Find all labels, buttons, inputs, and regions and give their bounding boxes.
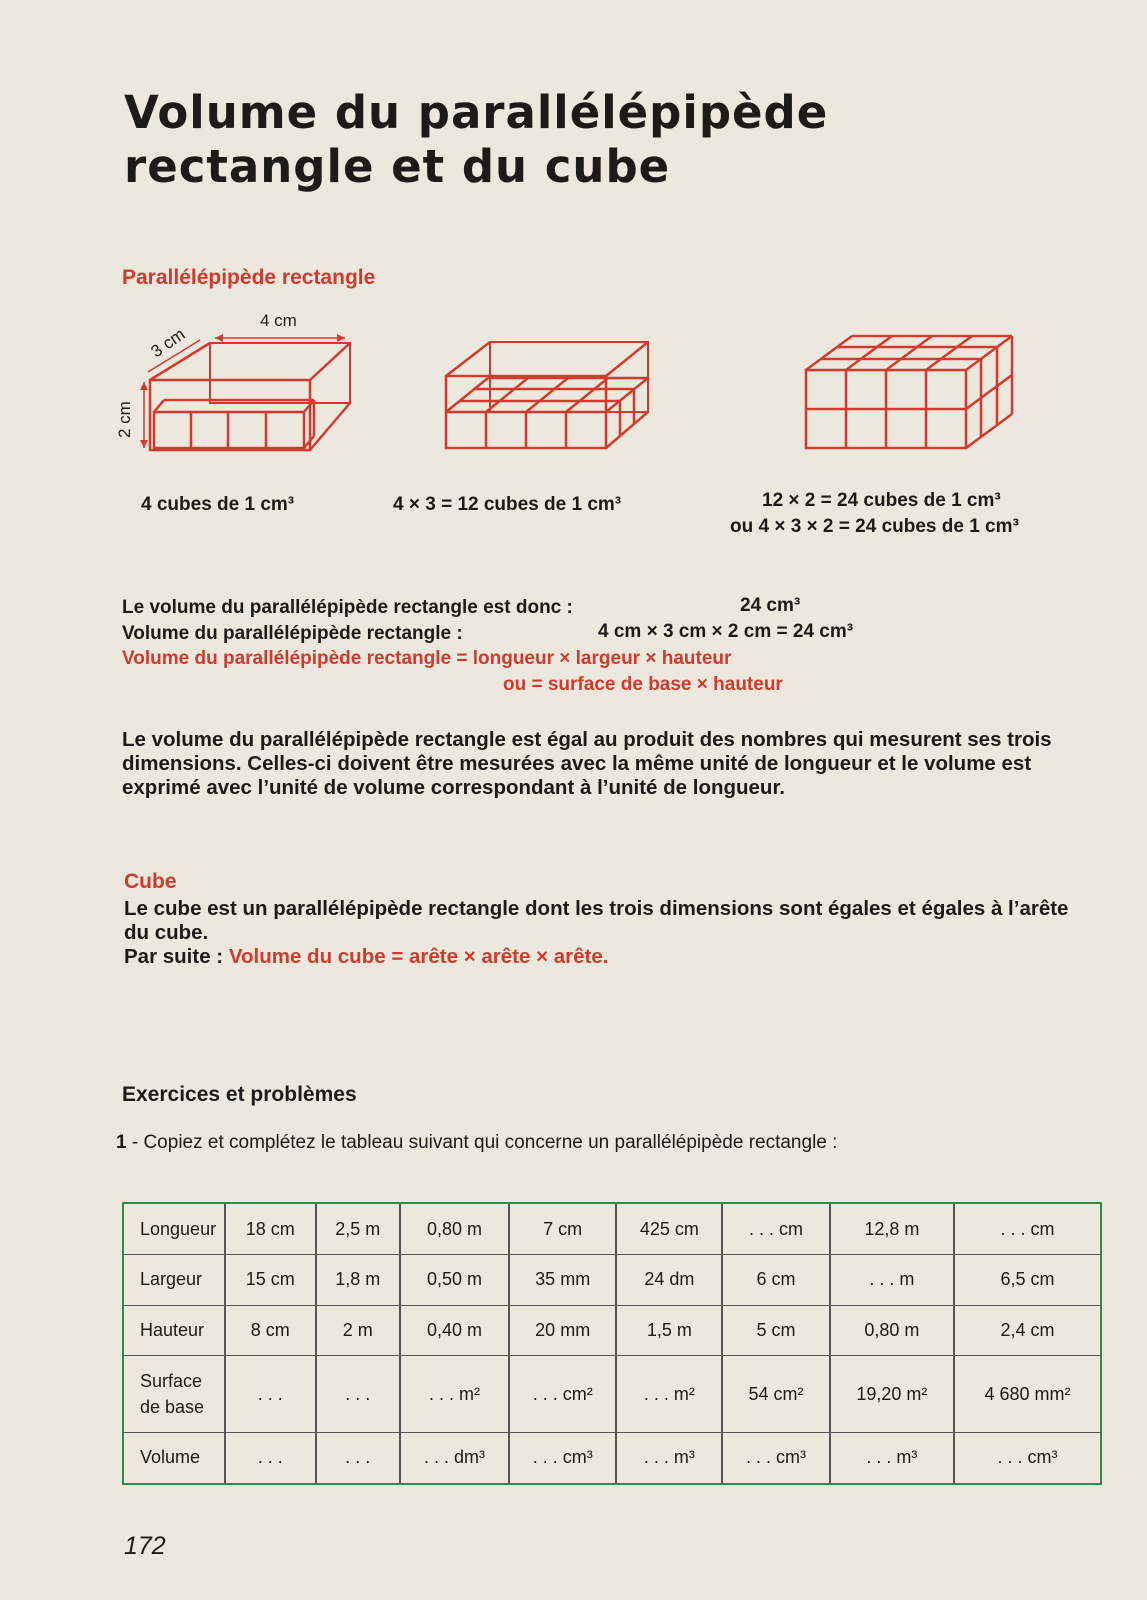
row-label: Hauteur [124, 1305, 225, 1356]
caption-four-cubes: 4 cubes de 1 cm³ [141, 494, 295, 515]
table-cell: 35 mm [509, 1255, 616, 1306]
table-cell: 0,80 m [400, 1204, 509, 1255]
table-cell: 2 m [316, 1305, 400, 1356]
table-cell: . . . m² [616, 1356, 722, 1433]
cube-definition: Le cube est un parallélépipède rectangle dont les trois dimensions sont égales et égales à l’arête du cube. [124, 897, 1069, 944]
formula-line-1: Le volume du parallélépipède rectangle est donc : [122, 597, 573, 618]
table-row [124, 1255, 1100, 1306]
title-line-2: rectangle et du cube [124, 140, 671, 193]
section-heading-parallelepiped: Parallélépipède rectangle [122, 266, 376, 289]
table-cell: 4 680 mm² [954, 1356, 1100, 1433]
table-cell: 7 cm [509, 1204, 616, 1255]
exercise-table [122, 1202, 1102, 1485]
table-cell: . . . dm³ [400, 1432, 509, 1483]
table-cell: 425 cm [616, 1204, 722, 1255]
table-cell: . . . cm [954, 1204, 1100, 1255]
table-row [124, 1356, 1100, 1433]
formula-surface-red: ou = surface de base × hauteur [503, 674, 783, 695]
table-cell: 2,4 cm [954, 1305, 1100, 1356]
table-row [124, 1432, 1100, 1483]
row-label: Longueur [124, 1204, 225, 1255]
table-cell: . . . m³ [616, 1432, 722, 1483]
figure-twelve-cubes [430, 330, 660, 460]
table-cell: . . . [225, 1432, 316, 1483]
table-cell: 1,8 m [316, 1255, 400, 1306]
table-cell: 0,80 m [830, 1305, 954, 1356]
table-cell: 24 dm [616, 1255, 722, 1306]
page-number: 172 [124, 1532, 166, 1560]
table-cell: 6 cm [722, 1255, 829, 1306]
formula-line-2: Volume du parallélépipède rectangle : [122, 623, 463, 644]
dim-length-label: 4 cm [260, 311, 297, 330]
par-suite-label: Par suite : [124, 945, 224, 968]
table-cell: . . . cm² [509, 1356, 616, 1433]
row-label: Largeur [124, 1255, 225, 1306]
page-title [124, 86, 828, 194]
table-cell: 2,5 m [316, 1204, 400, 1255]
table-cell: 19,20 m² [830, 1356, 954, 1433]
caption-twenty-four-cubes: 12 × 2 = 24 cubes de 1 cm³ [762, 490, 1001, 511]
table-cell: . . . cm³ [954, 1432, 1100, 1483]
formula-volume-red: Volume du parallélépipède rectangle = longueur × largeur × hauteur [122, 648, 732, 669]
figure-four-cubes [100, 300, 370, 470]
table-cell: . . . m [830, 1255, 954, 1306]
exercise-text: - Copiez et complétez le tableau suivant qui concerne un parallélépipède rectangle : [131, 1132, 838, 1153]
table-cell: . . . [316, 1432, 400, 1483]
table-row [124, 1204, 1100, 1255]
title-line-1: Volume du parallélépipède [124, 86, 829, 139]
table-cell: . . . m² [400, 1356, 509, 1433]
exercise-number: 1 [116, 1132, 127, 1153]
table-cell: . . . cm³ [509, 1432, 616, 1483]
formula-line-2-value: 4 cm × 3 cm × 2 cm = 24 cm³ [598, 621, 854, 642]
section-heading-cube: Cube [124, 870, 177, 893]
caption-twenty-four-cubes-alt: ou 4 × 3 × 2 = 24 cubes de 1 cm³ [730, 516, 1019, 537]
rule-paragraph: Le volume du parallélépipède rectangle est égal au produit des nombres qui mesurent ses trois dimensions. Celles-ci doivent être mesurées avec la même unité de longueur et le volume est exprimé avec l’unité de volume correspondant à l’unité de longueur. [122, 728, 1052, 799]
dim-width-label: 3 cm [147, 324, 189, 362]
table-cell: 54 cm² [722, 1356, 829, 1433]
figure-twenty-four-cubes [790, 330, 1030, 460]
table-cell: . . . cm³ [722, 1432, 829, 1483]
cube-volume-formula: Volume du cube = arête × arête × arête. [228, 945, 609, 968]
table-cell: 1,5 m [616, 1305, 722, 1356]
table-cell: . . . cm [722, 1204, 829, 1255]
exercises-heading: Exercices et problèmes [122, 1083, 357, 1106]
table-cell: 5 cm [722, 1305, 829, 1356]
table-cell: 0,50 m [400, 1255, 509, 1306]
table-cell: . . . [316, 1356, 400, 1433]
table-cell: 8 cm [225, 1305, 316, 1356]
cube-formula-line [124, 945, 608, 969]
table-cell: 12,8 m [830, 1204, 954, 1255]
formula-line-1-value: 24 cm³ [740, 595, 801, 616]
table-cell: 15 cm [225, 1255, 316, 1306]
row-label: Surface de base [124, 1356, 225, 1433]
exercise-1 [116, 1132, 837, 1154]
table-cell: 6,5 cm [954, 1255, 1100, 1306]
table-cell: . . . [225, 1356, 316, 1433]
table-cell: 20 mm [509, 1305, 616, 1356]
dim-height-label: 2 cm [115, 401, 134, 438]
table-cell: . . . m³ [830, 1432, 954, 1483]
table-row [124, 1305, 1100, 1356]
table-cell: 18 cm [225, 1204, 316, 1255]
table-cell: 0,40 m [400, 1305, 509, 1356]
row-label: Volume [140, 1447, 201, 1468]
caption-twelve-cubes: 4 × 3 = 12 cubes de 1 cm³ [393, 494, 622, 515]
